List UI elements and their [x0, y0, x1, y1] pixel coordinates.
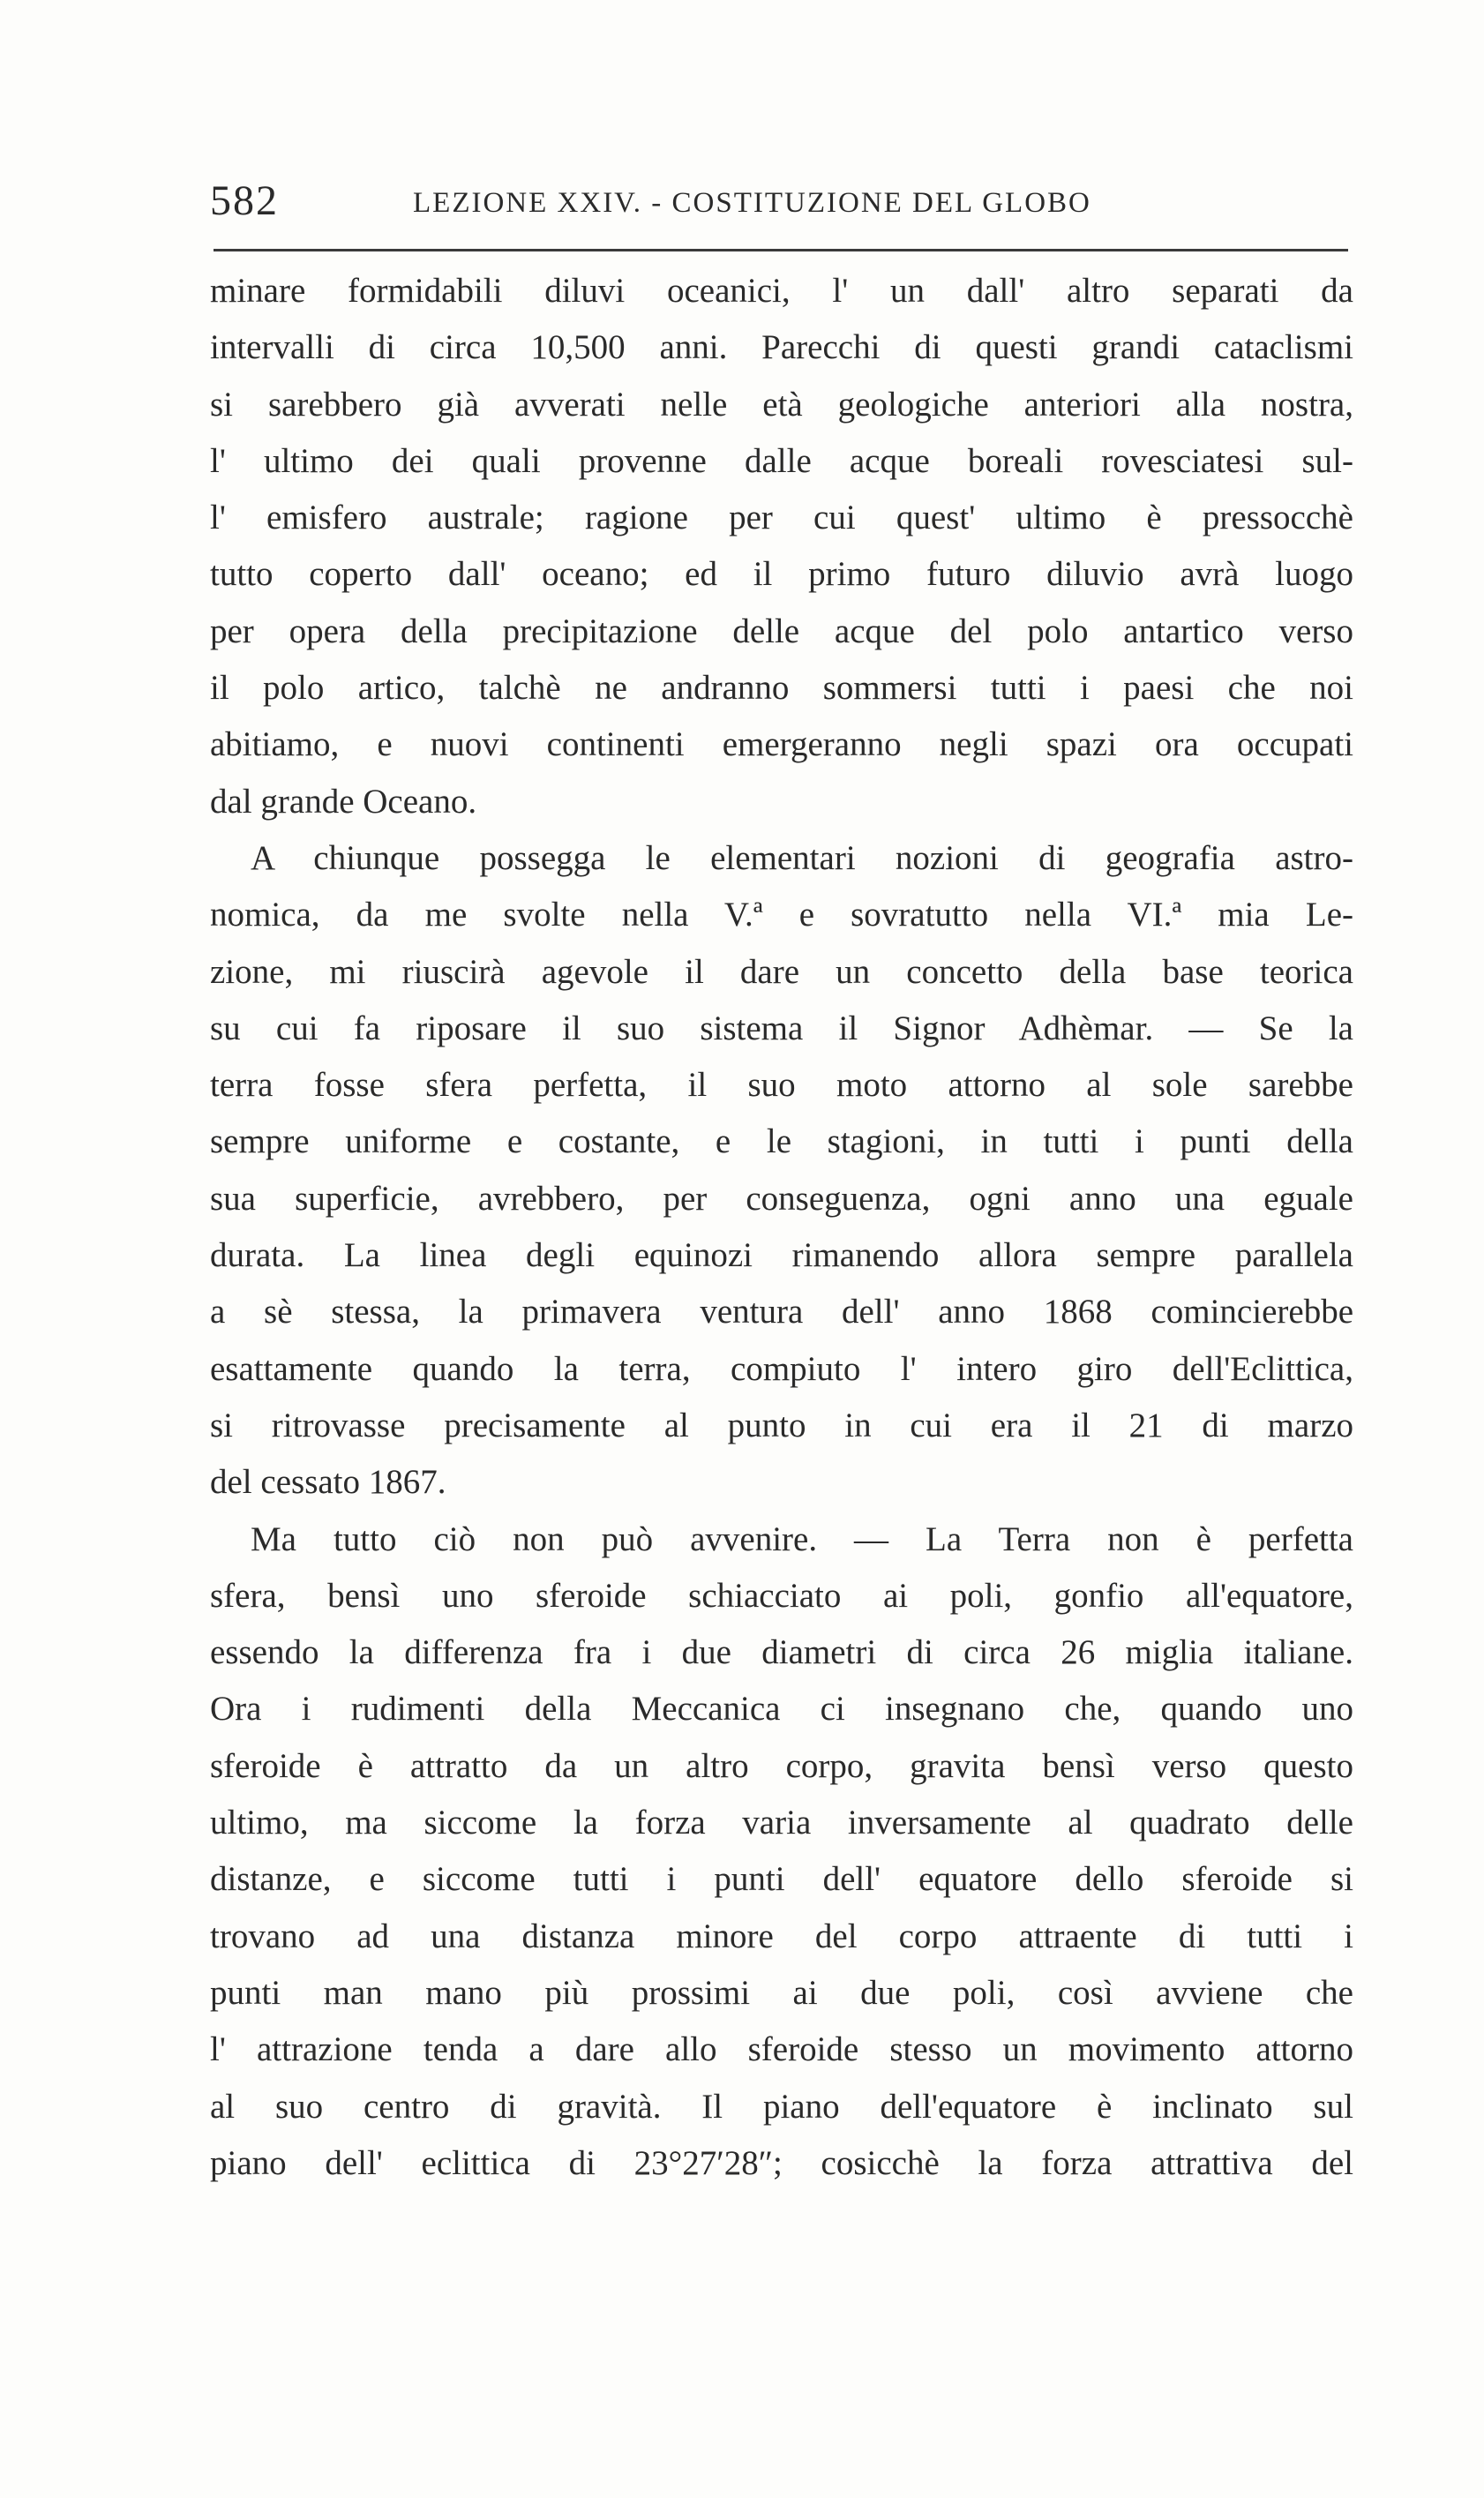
text-line: trovano ad una distanza minore del corpo attraente di tutti i: [210, 1917, 1353, 1955]
text-line: intervalli di circa 10,500 anni. Parecchi di questi grandi cataclismi: [210, 328, 1353, 367]
text-line: nomica, da me svolte nella V.ª e sovratutto nella VI.ª mia Le-: [210, 896, 1353, 934]
text-line: del cessato 1867.: [210, 1463, 446, 1502]
text-line: per opera della precipitazione delle acque del polo antartico verso: [210, 611, 1353, 650]
text-line: distanze, e siccome tutti i punti dell' equatore dello sferoide si: [210, 1860, 1353, 1899]
text-line: Ma tutto ciò non può avvenire. — La Terra non è perfetta: [251, 1519, 1353, 1558]
text-line: al suo centro di gravità. Il piano dell'equatore è inclinato sul: [210, 2087, 1353, 2126]
text-line: piano dell' eclittica di 23°27′28″; cosicchè la forza attrattiva del: [210, 2143, 1353, 2182]
text-line: su cui fa riposare il suo sistema il Signor Adhèmar. — Se la: [210, 1009, 1353, 1047]
text-line: sua superficie, avrebbero, per conseguenza, ogni anno una eguale: [210, 1179, 1353, 1218]
body-text: [210, 263, 1353, 2192]
text-line: l' attrazione tenda a dare allo sferoide stesso un movimento attorno: [210, 2030, 1353, 2069]
text-line: minare formidabili diluvi oceanici, l' un dall' altro separati da: [210, 272, 1353, 310]
header-rule: [214, 249, 1348, 251]
text-line: A chiunque possegga le elementari nozioni di geografia astro-: [251, 838, 1353, 877]
text-line: punti man mano più prossimi ai due poli, così avviene che: [210, 1973, 1353, 2012]
text-line: esattamente quando la terra, compiuto l' intero giro dell'Eclittica,: [210, 1349, 1353, 1388]
text-line: ultimo, ma siccome la forza varia inversamente al quadrato delle: [210, 1804, 1353, 1842]
text-line: il polo artico, talchè ne andranno sommersi tutti i paesi che noi: [210, 669, 1353, 708]
text-line: durata. La linea degli equinozi rimanendo allora sempre parallela: [210, 1236, 1353, 1275]
text-line: sempre uniforme e costante, e le stagioni, in tutti i punti della: [210, 1122, 1353, 1161]
text-line: si ritrovasse precisamente al punto in cui era il 21 di marzo: [210, 1406, 1353, 1444]
text-line: si sarebbero già avverati nelle età geologiche anteriori alla nostra,: [210, 385, 1353, 424]
text-line: dal grande Oceano.: [210, 782, 477, 821]
text-line: essendo la differenza fra i due diametri di circa 26 miglia italiane.: [210, 1633, 1353, 1672]
page-header: [210, 173, 1353, 229]
text-line: a sè stessa, la primavera ventura dell' anno 1868 comincierebbe: [210, 1293, 1353, 1332]
text-line: sferoide è attratto da un altro corpo, gravita bensì verso questo: [210, 1746, 1353, 1785]
text-line: abitiamo, e nuovi continenti emergeranno negli spazi ora occupati: [210, 725, 1353, 764]
text-line: tutto coperto dall' oceano; ed il primo futuro diluvio avrà luogo: [210, 555, 1353, 594]
running-head: LEZIONE XXIV. - COSTITUZIONE DEL GLOBO: [413, 187, 1091, 219]
text-line: sfera, bensì uno sferoide schiacciato ai poli, gonfio all'equatore,: [210, 1576, 1353, 1615]
text-line: l' ultimo dei quali provenne dalle acque boreali rovesciatesi sul-: [210, 441, 1353, 480]
text-line: zione, mi riuscirà agevole il dare un concetto della base teorica: [210, 952, 1353, 991]
page-number: 582: [210, 177, 279, 224]
text-line: l' emisfero australe; ragione per cui quest' ultimo è pressocchè: [210, 499, 1353, 537]
text-line: terra fosse sfera perfetta, il suo moto attorno al sole sarebbe: [210, 1066, 1353, 1105]
text-line: Ora i rudimenti della Meccanica ci insegnano che, quando uno: [210, 1690, 1353, 1729]
